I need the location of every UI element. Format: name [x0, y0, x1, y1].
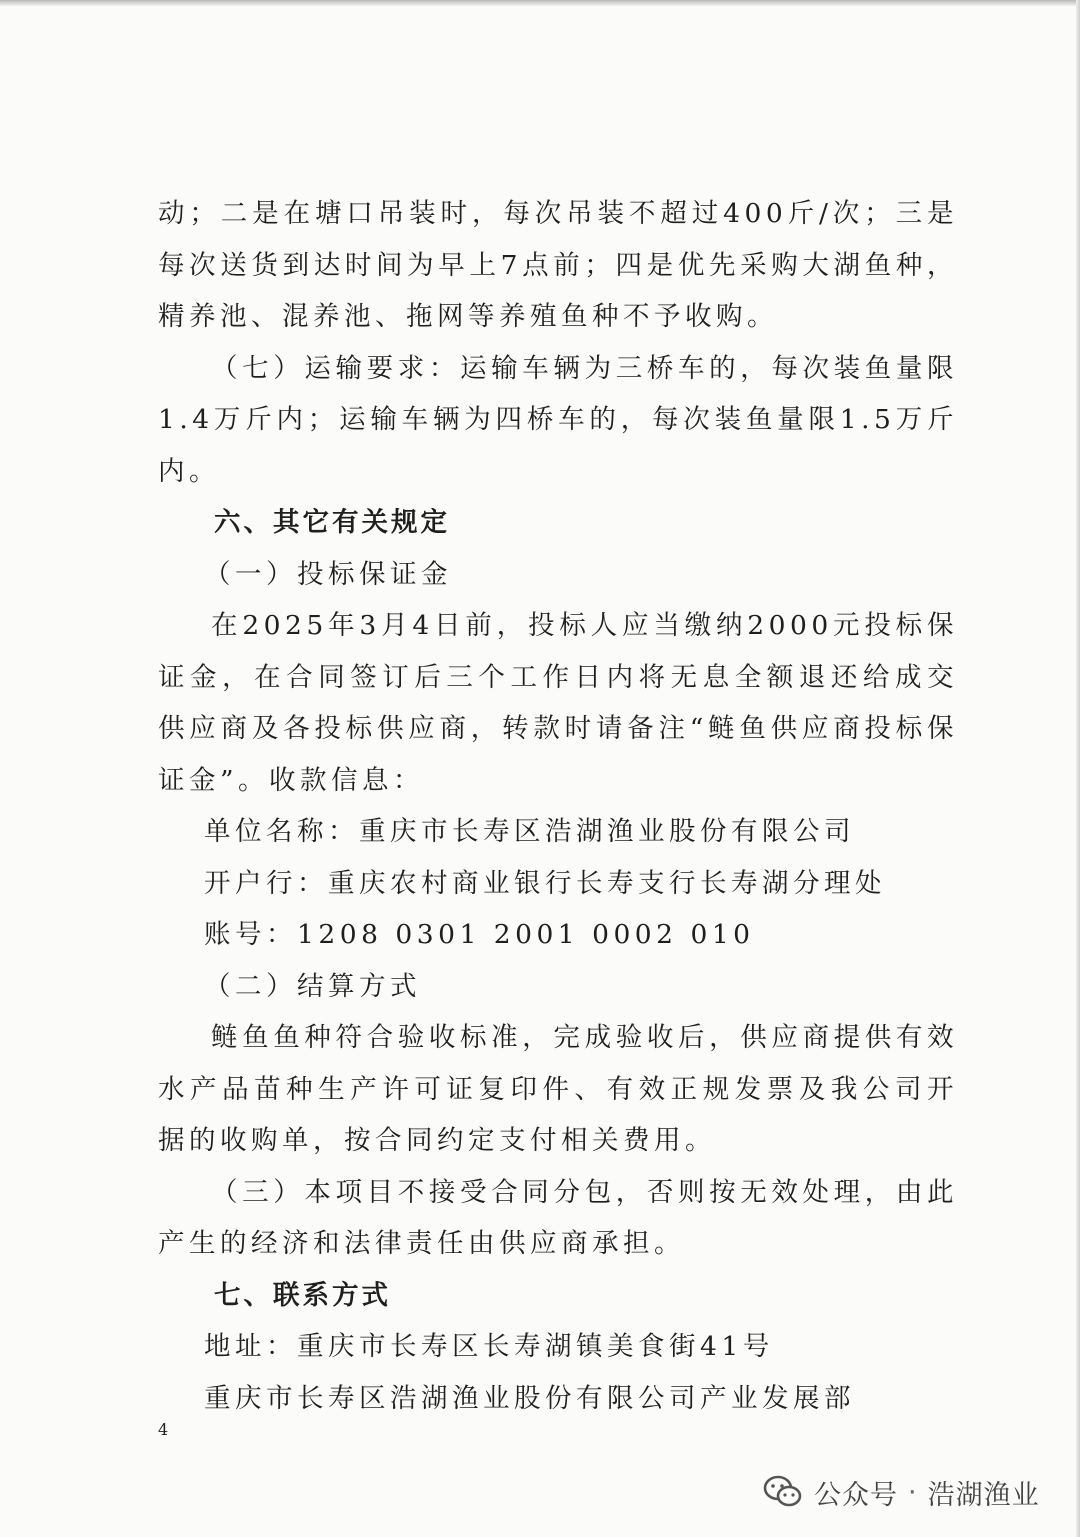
wechat-watermark: [762, 1468, 1040, 1516]
scan-side-edge: [1076, 0, 1080, 1537]
paragraph-bid-deposit: 在2025年3月4日前，投标人应当缴纳2000元投标保证金，在合同签订后三个工作日内将无息全额退还给成交供应商及各投标供应商，转款时请备注“鲢鱼供应商投标保证金”。收款信息：: [158, 610, 958, 796]
wechat-icon: [762, 1473, 804, 1511]
watermark-separator: ·: [908, 1476, 918, 1508]
paragraph-settlement-method: 鲢鱼鱼种符合验收标准，完成验收后，供应商提供有效水产品苗种生产许可证复印件、有效正规发票及我公司开据的收购单，按合同约定支付相关费用。: [158, 1022, 958, 1156]
subsection-bid-deposit-title: （一）投标保证金: [204, 558, 452, 590]
watermark-account-name: 浩湖渔业: [927, 1479, 1040, 1511]
scan-top-edge: [0, 0, 1080, 6]
payee-unit-name: 单位名称：重庆市长寿区浩湖渔业股份有限公司: [204, 816, 855, 847]
subsection-settlement-title: （二）结算方式: [204, 970, 421, 1002]
contact-address: 地址：重庆市长寿区长寿湖镇美食街41号: [204, 1331, 774, 1362]
page-number: 4: [158, 1420, 169, 1439]
section-six-title: 六、其它有关规定: [214, 507, 450, 538]
payee-account-number: 账号：1208 0301 2001 0002 010: [204, 919, 755, 950]
watermark-label: 公众号: [814, 1479, 898, 1511]
contact-department: 重庆市长寿区浩湖渔业股份有限公司产业发展部: [204, 1382, 855, 1414]
paragraph-transport-requirements: （七）运输要求：运输车辆为三桥车的，每次装鱼量限1.4万斤内；运输车辆为四桥车的，每次装鱼量限1.5万斤内。: [158, 352, 958, 487]
paragraph-no-subcontracting: （三）本项目不接受合同分包，否则按无效处理，由此产生的经济和法律责任由供应商承担。: [158, 1176, 958, 1259]
payee-bank-name: 开户行：重庆农村商业银行长寿支行长寿湖分理处: [204, 867, 886, 899]
paragraph-transport-continuation: 动；二是在塘口吊装时，每次吊装不超过400斤/次；三是每次送货到达时间为早上7点前；四是优先采购大湖鱼种，精养池、混养池、拖网等养殖鱼种不予收购。: [158, 198, 958, 332]
section-seven-title: 七、联系方式: [214, 1279, 391, 1311]
document-body: [158, 188, 958, 1424]
